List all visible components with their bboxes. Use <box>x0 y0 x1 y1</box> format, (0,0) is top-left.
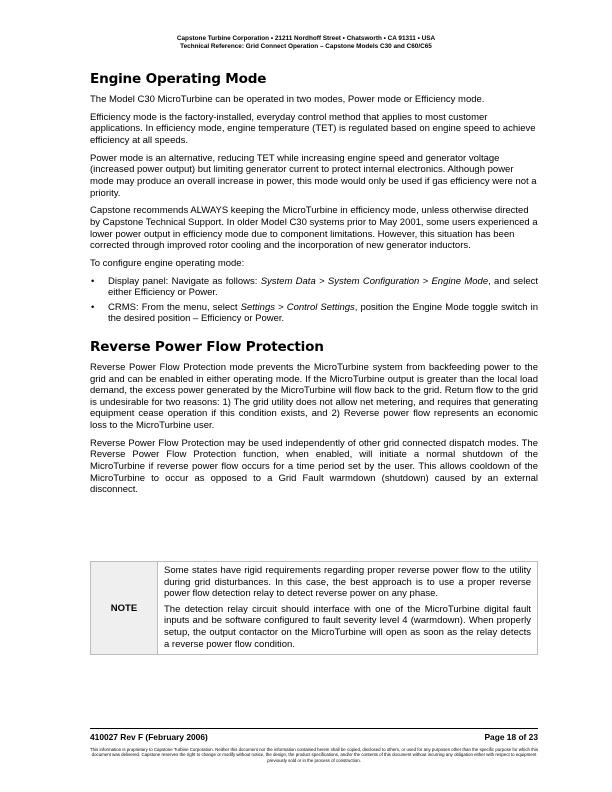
note-box <box>90 561 538 655</box>
paragraph-modes: The Model C30 MicroTurbine can be operated in two modes, Power mode or Efficiency mode. <box>90 94 485 105</box>
note-paragraph-requirements: Some states have rigid requirements regarding proper reverse power flow to the utility during grid disturbances. In this case, the best approach is to use a proper reverse power flow detection relay to detect reverse power on any phase. <box>164 565 531 600</box>
bullet-icon: • <box>91 275 95 287</box>
footer-page-number: Page 18 of 23 <box>484 732 538 742</box>
paragraph-efficiency-mode: Efficiency mode is the factory-installed, everyday control method that applies to most customer applications. In efficiency mode, engine temperature (TET) is regulated based on engine speed to achieve efficiency at all speeds. <box>90 111 536 146</box>
list-item-display-panel <box>90 276 538 299</box>
section-title-reverse-power-flow: Reverse Power Flow Protection <box>90 339 324 356</box>
footer-doc-id: 410027 Rev F (February 2006) <box>90 732 208 742</box>
paragraph-rpf-usage: Reverse Power Flow Protection may be used independently of other grid connected dispatch modes. The Reverse Power Flow Protection function, when enabled, will initiate a normal shutdown of the MicroTurbine if reverse power flow occurs for a time period set by the user. This allows cooldown of the MicroTurbine to occur as opposed to a Grid Fault warmdown (shutdown) caused by an external disconnect. <box>90 437 538 496</box>
footer-divider <box>90 728 538 729</box>
paragraph-power-mode: Power mode is an alternative, reducing TET while increasing engine speed and generator voltage (increased power output) but limiting generator current to protect internal electronics. Although power mode may produce an overall increase in power, this mode would only be used if gas efficiency were not a priority. <box>90 152 537 199</box>
configure-steps-list <box>90 276 538 325</box>
section-title-engine-operating-mode: Engine Operating Mode <box>90 71 267 87</box>
display-panel-menu-path: System Data > System Configuration > Engine Mode <box>260 275 489 287</box>
header-doc-title: Technical Reference: Grid Connect Operation – Capstone Models C30 and C60/C65 <box>180 43 432 51</box>
header-address: Capstone Turbine Corporation • 21211 Nordhoff Street • Chatsworth • CA 91311 • USA <box>176 35 436 42</box>
crms-suffix: , position the Engine Mode toggle switch in the desired position – Efficiency or Power. <box>108 301 538 325</box>
note-label: NOTE <box>91 562 158 655</box>
paragraph-rpf-description: Reverse Power Flow Protection mode prevents the MicroTurbine system from backfeeding power to the grid and can be enabled in either operating mode. If the MicroTurbine output is greater than the local load demand, the excess power generated by the MicroTurbine will flow back to the grid. Return flow to the grid is undesirable for two reasons: 1) The grid utility does not allow net metering, and requires that generating equipment cease operation if this condition exists, and 2) Reverse power flow represents an economic loss to the MicroTurbine user. <box>90 362 538 431</box>
crms-menu-control-settings: Control Settings <box>286 301 355 313</box>
note-paragraph-relay: The detection relay circuit should interface with one of the MicroTurbine digital fault inputs and be software configured to fault severity level 4 (warmdown). When properly setup, the output contactor on the MicroTurbine will open as soon as the relay detects a reverse power flow condition. <box>164 603 531 650</box>
note-body <box>158 562 538 655</box>
bullet-icon: • <box>91 301 95 313</box>
crms-separator: > <box>274 301 287 313</box>
page-header <box>0 35 612 52</box>
crms-prefix: CRMS: From the menu, select <box>108 301 241 313</box>
display-panel-prefix: Display panel: Navigate as follows: <box>108 275 261 287</box>
display-panel-suffix: , and select either Efficiency or Power. <box>108 275 538 299</box>
list-item-crms <box>90 302 538 325</box>
footer-disclaimer: This information is proprietary to Capstone Turbine Corporation. Neither this document nor the information contained herein shall be copied, disclosed to others, or used for any purposes other than the specific purpose for which this document was delivered. Capstone reserves the right to change or modify without notice, the design, the product specifications, and/or the contents of this document without incurring any obligation either with respect to equipment previously sold or in the process of construction. <box>89 747 539 763</box>
paragraph-recommendation: Capstone recommends ALWAYS keeping the MicroTurbine in efficiency mode, unless otherwise directed by Capstone Technical Support. In older Model C30 systems prior to May 2001, some users experienced a lower power output in efficiency mode due to component limitations. However, this situation has been corrected through improved rotor cooling and the incorporation of new generator inductors. <box>90 205 538 252</box>
crms-menu-settings: Settings <box>240 301 275 313</box>
main-content <box>90 70 538 502</box>
paragraph-configure-intro: To configure engine operating mode: <box>90 257 245 269</box>
